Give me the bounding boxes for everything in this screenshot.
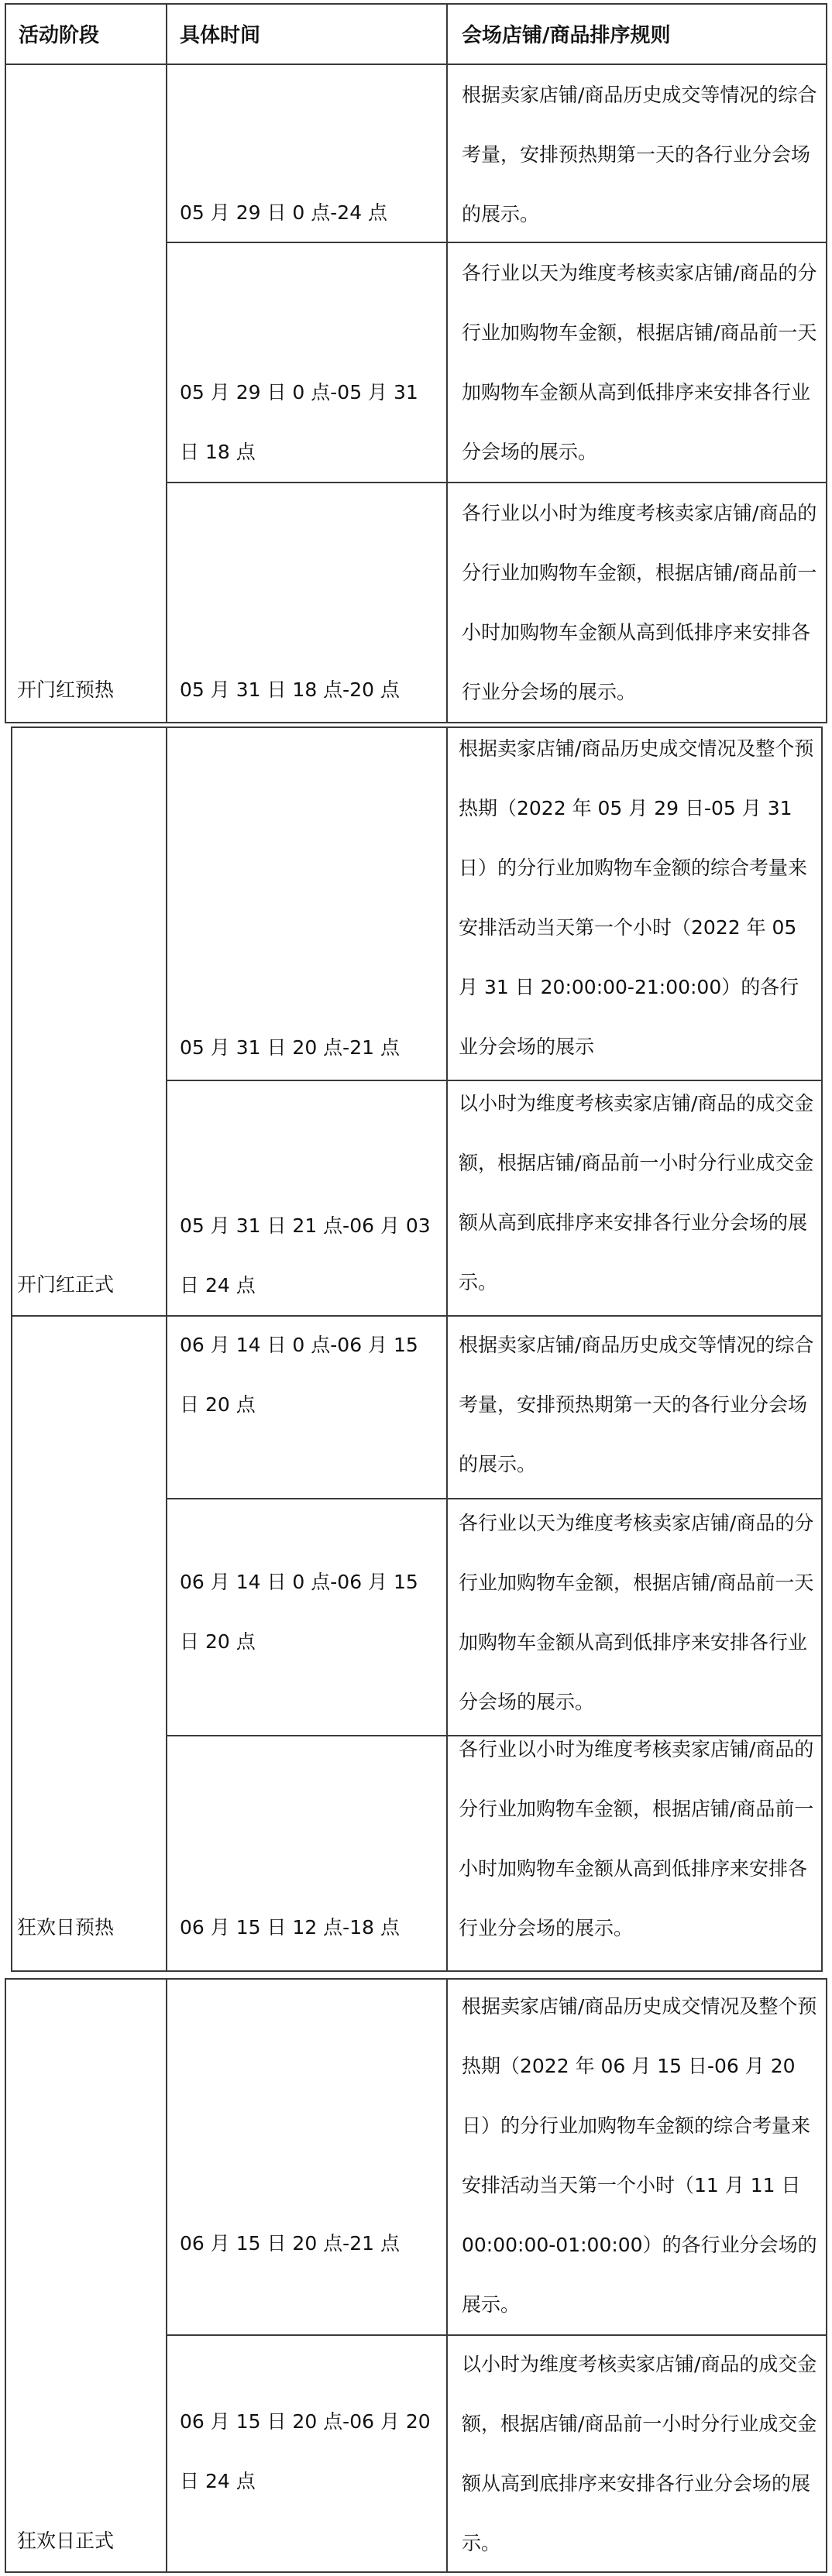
time-cell: 05 月 29 日 0 点-05 月 31 日 18 点: [180, 381, 418, 463]
time-cell: 06 月 15 日 20 点-21 点: [180, 2232, 400, 2255]
rule-cell: 根据卖家店铺/商品历史成交情况及整个预热期（2022 年 06 月 15 日-06 月 20 日）的分行业加购物车金额的综合考量来安排活动当天第一个小时（11 月 11 日 00:00:00-01:00:00）的各行业分会场的展示。: [462, 1995, 817, 2316]
stage-label: 开门红正式: [17, 1273, 115, 1296]
time-cell: 06 月 14 日 0 点-06 月 15 日 20 点: [180, 1571, 418, 1653]
rule-cell: 各行业以小时为维度考核卖家店铺/商品的分行业加购物车金额，根据店铺/商品前一小时加购物车金额从高到低排序来安排各行业分会场的展示。: [462, 502, 817, 703]
time-cell: 05 月 29 日 0 点-24 点: [180, 201, 388, 224]
time-cell: 06 月 15 日 20 点-06 月 20 日 24 点: [180, 2410, 431, 2492]
time-cell: 05 月 31 日 21 点-06 月 03 日 24 点: [180, 1214, 431, 1297]
time-cell: 05 月 31 日 20 点-21 点: [180, 1036, 400, 1059]
section-carnival-preheat: [11, 1315, 823, 1972]
header-stage: 活动阶段: [19, 24, 100, 47]
rule-cell: 根据卖家店铺/商品历史成交等情况的综合考量，安排预热期第一天的各行业分会场的展示。: [459, 1334, 814, 1475]
stage-label: 开门红预热: [17, 678, 115, 701]
rule-cell: 各行业以天为维度考核卖家店铺/商品的分行业加购物车金额，根据店铺/商品前一天加购物车金额从高到低排序来安排各行业分会场的展示。: [462, 262, 817, 463]
time-cell: 05 月 31 日 18 点-20 点: [180, 678, 400, 701]
header-time: 具体时间: [180, 24, 261, 47]
time-cell: 06 月 15 日 12 点-18 点: [180, 1916, 400, 1939]
section-kaimenhong-main: [11, 726, 823, 1317]
rule-cell: 根据卖家店铺/商品历史成交情况及整个预热期（2022 年 05 月 29 日-05 月 31 日）的分行业加购物车金额的综合考量来安排活动当天第一个小时（2022 年 05 月 31 日 20:00:00-21:00:00）的各行业分会场的展示: [459, 737, 814, 1058]
header-rule: 会场店铺/商品排序规则: [462, 24, 671, 47]
header-row: [5, 3, 827, 65]
rule-cell: 各行业以小时为维度考核卖家店铺/商品的分行业加购物车金额，根据店铺/商品前一小时加购物车金额从高到低排序来安排各行业分会场的展示。: [459, 1738, 814, 1939]
stage-label: 狂欢日正式: [17, 2530, 115, 2552]
rule-cell: 以小时为维度考核卖家店铺/商品的成交金额，根据店铺/商品前一小时分行业成交金额从高到底排序来安排各行业分会场的展示。: [462, 2353, 817, 2554]
section-kaimenhong-preheat: [5, 64, 827, 723]
rule-cell: 根据卖家店铺/商品历史成交等情况的综合考量，安排预热期第一天的各行业分会场的展示。: [462, 84, 817, 225]
time-cell: 06 月 14 日 0 点-06 月 15 日 20 点: [180, 1334, 418, 1416]
section-carnival-main: [5, 1978, 827, 2573]
rule-cell: 以小时为维度考核卖家店铺/商品的成交金额，根据店铺/商品前一小时分行业成交金额从高到底排序来安排各行业分会场的展示。: [459, 1092, 814, 1293]
stage-label: 狂欢日预热: [17, 1916, 115, 1939]
rule-cell: 各行业以天为维度考核卖家店铺/商品的分行业加购物车金额，根据店铺/商品前一天加购物车金额从高到低排序来安排各行业分会场的展示。: [459, 1512, 814, 1713]
